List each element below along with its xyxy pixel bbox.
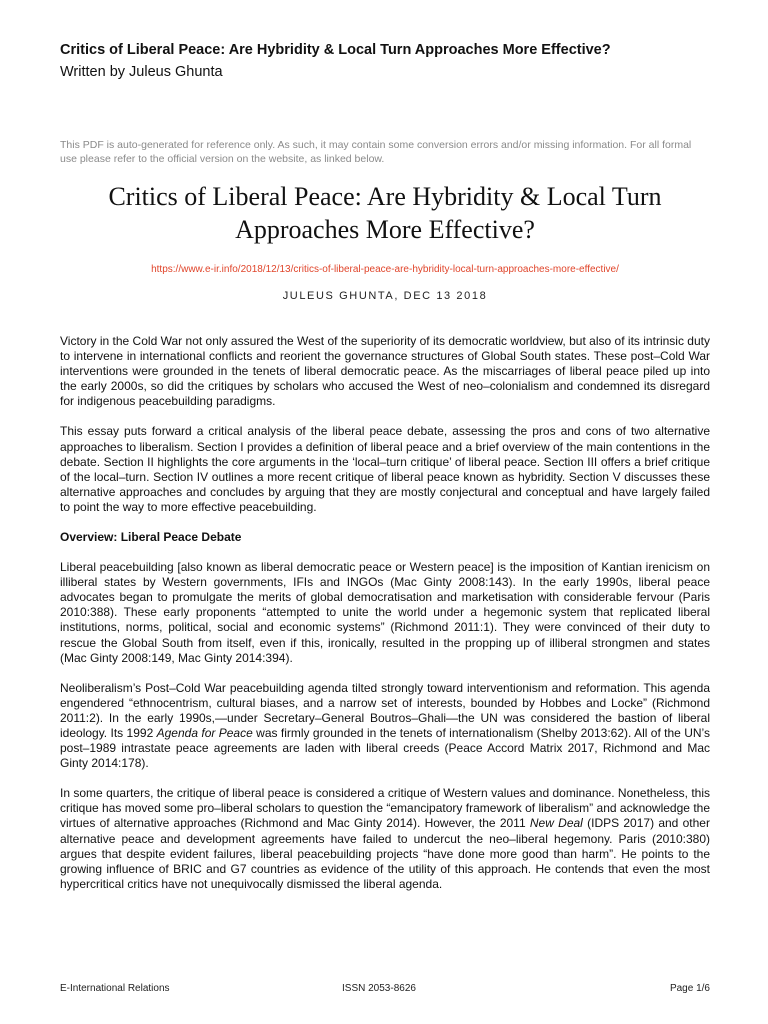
header-author: Written by Juleus Ghunta: [60, 64, 223, 80]
pdf-disclaimer: This PDF is auto-generated for reference only. As such, it may contain some conversion errors and/or missing information. For all formal use please refer to the official version on the website, as linked below.: [60, 139, 692, 165]
paragraph-5-italic: New Deal: [529, 816, 583, 831]
running-header: [60, 40, 710, 82]
paragraph-4-italic: Agenda for Peace: [156, 725, 253, 740]
article-byline: JULEUS GHUNTA, DEC 13 2018: [282, 290, 488, 302]
section-heading: Overview: Liberal Peace Debate: [60, 530, 242, 545]
article-url-link[interactable]: https://www.e-ir.info/2018/12/13/critics-of-liberal-peace-are-hybridity-local-turn-approaches-more-effective/: [151, 264, 619, 275]
footer-publisher: E-International Relations: [60, 983, 170, 994]
paragraph-4-text-a: Neoliberalism’s Post–Cold War peacebuilding agenda tilted strongly toward interventionism and reformation. This agenda engendered “ethnocentrism, cultural biases, and a narrow set of interests, bounded by Hobbes and Locke” (Richmond 2011:2). In the early 1990s,—under Secretary–General Boutros–Ghali—the UN was considered the bastion of liberal ideology. Its 1992: [60, 680, 710, 740]
article-title: Critics of Liberal Peace: Are Hybridity & Local Turn Approaches More Effective?: [108, 182, 662, 244]
paragraph-2: This essay puts forward a critical analysis of the liberal peace debate, assessing the pros and cons of two alternative approaches to liberalism. Section I provides a definition of liberal peace and a brief overview of the main contentions in the debate. Section II highlights the core arguments in the ‘local–turn critique’ of liberal peace. Section III offers a brief critique of the local–turn. Section IV outlines a more recent critique of liberal peace known as hybridity. Section V discusses these alternative approaches and concludes by arguing that they are mostly conjectural and conceptual and have largely failed to point the way to more effective peacebuilding.: [60, 424, 710, 514]
header-title: Critics of Liberal Peace: Are Hybridity & Local Turn Approaches More Effective?: [60, 42, 611, 58]
paragraph-4: [60, 681, 710, 772]
footer-issn: ISSN 2053-8626: [342, 983, 416, 994]
paragraph-5-text-a: In some quarters, the critique of liberal peace is considered a critique of Western values and dominance. Nonetheless, this critique has moved some pro–liberal scholars to question the “emancipatory framework of liberalism” and acknowledge the virtues of alternative approaches (Richmond and Mac Ginty 2014). However, the 2011: [60, 786, 710, 831]
paragraph-4-text-b: was firmly grounded in the tenets of internationalism (Shelby 2013:62). All of the UN’s post–1989 intrastate peace agreements are laden with liberal creeds (Peace Accord Matrix 2017, Richmond and Mac Ginty 2014:178).: [60, 725, 710, 771]
footer-page-number: Page 1/6: [669, 983, 710, 994]
paragraph-5: [60, 786, 710, 892]
paragraph-5-text-b: (IDPS 2017) and other alternative peace and development agreements have failed to undercut the neo–liberal hegemony. Paris (2010:380) argues that despite evident failures, liberal peacebuilding projects “have done more good than harm”. He points to the growing influence of BRIC and G7 countries as evidence of the utility of this approach. He contends that even the most hypercritical critics have not unequivocally dismissed the liberal agenda.: [60, 816, 710, 891]
paragraph-3: Liberal peacebuilding [also known as liberal democratic peace or Western peace] is the imposition of Kantian irenicism on illiberal states by Western governments, IFIs and INGOs (Mac Ginty 2008:143). In the early 1990s, liberal peace advocates began to promulgate the merits of global democratisation and marketisation with considerable fervour (Paris 2010:388). These early proponents “attempted to unite the world under a hegemonic system that replicated liberal institutions, norms, political, social and economic systems” (Richmond 2011:1). They were convinced of their duty to rescue the Global South from itself, even if this, ironically, resulted in the propping up of illiberal strongmen and states (Mac Ginty 2008:149, Mac Ginty 2014:394).: [60, 560, 710, 665]
article-body: [60, 334, 710, 907]
paragraph-1: Victory in the Cold War not only assured the West of the superiority of its democratic worldview, but also of its intrinsic duty to intervene in international conflicts and reorient the governance structures of Global South states. These post–Cold War interventions were grounded in the tenets of liberal democratic peace. As the miscarriages of liberal peace piled up into the early 2000s, so did the critiques by scholars who accused the West of neo–colonialism and condemned its disregard for indigenous peacebuilding paradigms.: [60, 334, 710, 409]
